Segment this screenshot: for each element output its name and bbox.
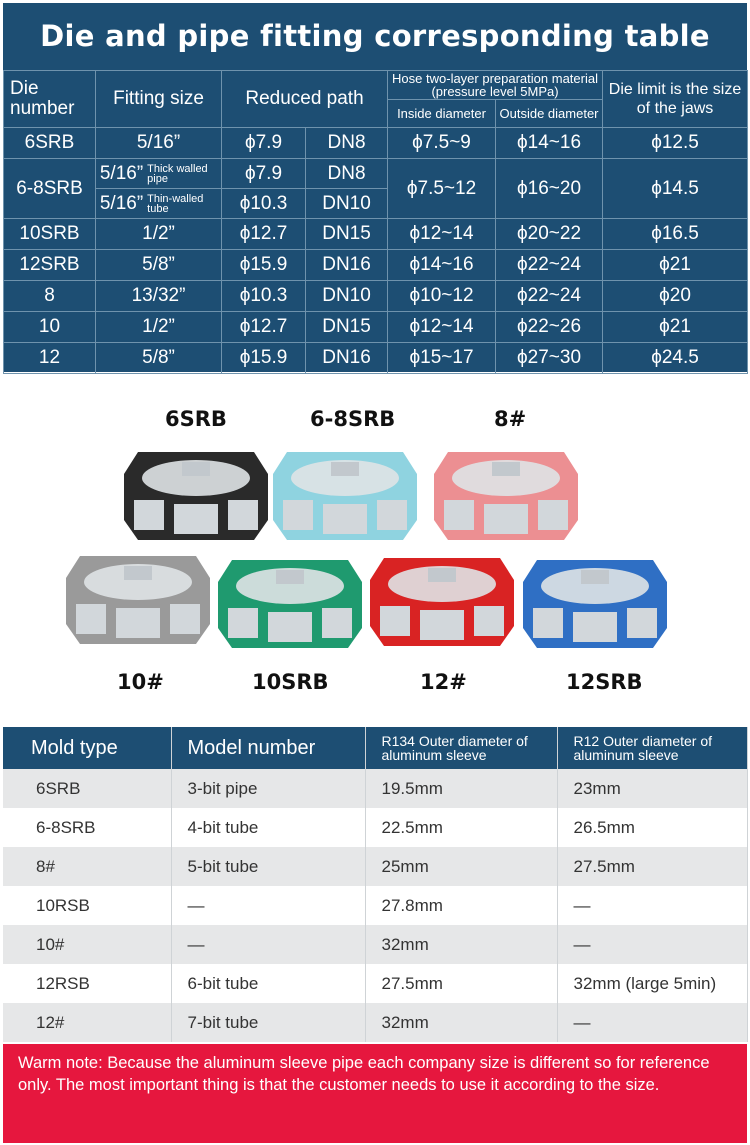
- header-die-limit: Die limit is the size of the jaws: [603, 71, 748, 128]
- mold-cell: 10#: [3, 925, 171, 964]
- table-row: [4, 343, 748, 374]
- mold-cell: 12RSB: [3, 964, 171, 1003]
- limit-cell: ϕ14.5: [603, 159, 748, 219]
- fitting-cell: 1/2”: [96, 219, 222, 250]
- inside-cell: ϕ7.5~9: [388, 128, 496, 159]
- path-phi-cell: ϕ10.3: [222, 281, 306, 312]
- die-cell: 8: [4, 281, 96, 312]
- model-cell: 7-bit tube: [171, 1003, 365, 1042]
- fitting-note: Thick walled pipe: [147, 162, 208, 185]
- fitting-size: 5/16”: [99, 192, 144, 214]
- path-phi-cell: ϕ12.7: [222, 219, 306, 250]
- inside-cell: ϕ12~14: [388, 312, 496, 343]
- outside-cell: ϕ27~30: [496, 343, 603, 374]
- die-blue: [523, 560, 667, 648]
- inside-cell: ϕ14~16: [388, 250, 496, 281]
- die-cell: 6-8SRB: [4, 159, 96, 219]
- label-12srb: 12SRB: [566, 670, 643, 694]
- die-cell: 6SRB: [4, 128, 96, 159]
- r134-cell: 32mm: [365, 925, 557, 964]
- header-model-number: Model number: [171, 727, 365, 769]
- die-red: [370, 558, 514, 646]
- product-photo: [0, 380, 750, 710]
- header-inside-diameter: Inside diameter: [388, 100, 496, 128]
- path-dn-cell: DN15: [306, 312, 388, 343]
- fitting-cell: 5/8”: [96, 343, 222, 374]
- die-cell: 12SRB: [4, 250, 96, 281]
- outside-cell: ϕ22~24: [496, 281, 603, 312]
- model-cell: —: [171, 925, 365, 964]
- path-dn-cell: DN16: [306, 343, 388, 374]
- model-cell: 5-bit tube: [171, 847, 365, 886]
- mold-cell: 10RSB: [3, 886, 171, 925]
- table-row: [3, 964, 747, 1003]
- die-black: [124, 452, 268, 540]
- model-cell: 3-bit pipe: [171, 769, 365, 808]
- limit-cell: ϕ21: [603, 312, 748, 343]
- header-fitting-size: Fitting size: [96, 71, 222, 128]
- fitting-cell: 13/32”: [96, 281, 222, 312]
- table-row: [4, 312, 748, 343]
- table-header-row: [3, 727, 747, 769]
- label-10: 10#: [117, 670, 164, 694]
- table-row: [3, 808, 747, 847]
- table-row: [3, 925, 747, 964]
- fitting-size: 5/16”: [99, 162, 144, 184]
- path-dn-cell: DN10: [306, 189, 388, 219]
- table-row: [4, 159, 748, 189]
- fitting-cell: [96, 159, 222, 189]
- page-title: Die and pipe fitting corresponding table: [40, 19, 710, 53]
- path-phi-cell: ϕ7.9: [222, 128, 306, 159]
- header-outside-diameter: Outside diameter: [496, 100, 603, 128]
- path-dn-cell: DN8: [306, 159, 388, 189]
- die-table-panel: [3, 3, 747, 372]
- mold-cell: 12#: [3, 1003, 171, 1042]
- die-pink: [434, 452, 578, 540]
- r134-cell: 22.5mm: [365, 808, 557, 847]
- label-8: 8#: [494, 407, 527, 431]
- table-row: [3, 847, 747, 886]
- limit-cell: ϕ12.5: [603, 128, 748, 159]
- mold-cell: 8#: [3, 847, 171, 886]
- die-cell: 10SRB: [4, 219, 96, 250]
- table-row: [4, 219, 748, 250]
- limit-cell: ϕ16.5: [603, 219, 748, 250]
- die-green: [218, 560, 362, 648]
- label-10srb: 10SRB: [252, 670, 329, 694]
- outside-cell: ϕ20~22: [496, 219, 603, 250]
- table-row: [3, 769, 747, 808]
- label-6-8srb: 6-8SRB: [310, 407, 396, 431]
- model-cell: 6-bit tube: [171, 964, 365, 1003]
- outside-cell: ϕ22~24: [496, 250, 603, 281]
- r134-cell: 27.5mm: [365, 964, 557, 1003]
- path-dn-cell: DN15: [306, 219, 388, 250]
- label-6srb: 6SRB: [165, 407, 227, 431]
- r134-cell: 32mm: [365, 1003, 557, 1042]
- r12-cell: —: [557, 925, 747, 964]
- r134-cell: 25mm: [365, 847, 557, 886]
- path-phi-cell: ϕ10.3: [222, 189, 306, 219]
- die-cell: 12: [4, 343, 96, 374]
- mold-cell: 6-8SRB: [3, 808, 171, 847]
- inside-cell: ϕ7.5~12: [388, 159, 496, 219]
- die-gray: [66, 556, 210, 644]
- outside-cell: ϕ22~26: [496, 312, 603, 343]
- path-phi-cell: ϕ15.9: [222, 250, 306, 281]
- path-phi-cell: ϕ7.9: [222, 159, 306, 189]
- limit-cell: ϕ21: [603, 250, 748, 281]
- sleeve-table: [3, 727, 748, 1042]
- warm-note: Warm note: Because the aluminum sleeve pipe each company size is different so for reference only. The most important thing is that the customer needs to use it according to the size.: [3, 1044, 747, 1143]
- r134-cell: 19.5mm: [365, 769, 557, 808]
- path-dn-cell: DN8: [306, 128, 388, 159]
- outside-cell: ϕ16~20: [496, 159, 603, 219]
- die-fitting-table: [3, 70, 748, 374]
- table-row: [3, 886, 747, 925]
- label-12: 12#: [420, 670, 467, 694]
- limit-cell: ϕ20: [603, 281, 748, 312]
- fitting-cell: [96, 189, 222, 219]
- table-row: [4, 281, 748, 312]
- header-die-number: Die number: [4, 71, 96, 128]
- mold-cell: 6SRB: [3, 769, 171, 808]
- die-sets-image: [0, 380, 750, 710]
- r12-cell: 26.5mm: [557, 808, 747, 847]
- header-mold-type: Mold type: [3, 727, 171, 769]
- r12-cell: 32mm (large 5min): [557, 964, 747, 1003]
- header-hose: Hose two-layer preparation material (pressure level 5MPa): [388, 71, 603, 100]
- r12-cell: 27.5mm: [557, 847, 747, 886]
- path-dn-cell: DN16: [306, 250, 388, 281]
- outside-cell: ϕ14~16: [496, 128, 603, 159]
- limit-cell: ϕ24.5: [603, 343, 748, 374]
- r134-cell: 27.8mm: [365, 886, 557, 925]
- header-r134: R134 Outer diameter of aluminum sleeve: [365, 727, 557, 769]
- model-cell: 4-bit tube: [171, 808, 365, 847]
- table-row: [4, 250, 748, 281]
- r12-cell: —: [557, 886, 747, 925]
- header-r12: R12 Outer diameter of aluminum sleeve: [557, 727, 747, 769]
- table-row: [4, 128, 748, 159]
- die-cell: 10: [4, 312, 96, 343]
- header-reduced-path: Reduced path: [222, 71, 388, 128]
- table-row: [3, 1003, 747, 1042]
- fitting-note: Thin-walled tube: [147, 192, 204, 215]
- fitting-cell: 5/8”: [96, 250, 222, 281]
- inside-cell: ϕ15~17: [388, 343, 496, 374]
- model-cell: —: [171, 886, 365, 925]
- r12-cell: 23mm: [557, 769, 747, 808]
- fitting-cell: 1/2”: [96, 312, 222, 343]
- die-light-blue: [273, 452, 417, 540]
- path-phi-cell: ϕ12.7: [222, 312, 306, 343]
- fitting-cell: 5/16”: [96, 128, 222, 159]
- inside-cell: ϕ10~12: [388, 281, 496, 312]
- inside-cell: ϕ12~14: [388, 219, 496, 250]
- path-dn-cell: DN10: [306, 281, 388, 312]
- path-phi-cell: ϕ15.9: [222, 343, 306, 374]
- r12-cell: —: [557, 1003, 747, 1042]
